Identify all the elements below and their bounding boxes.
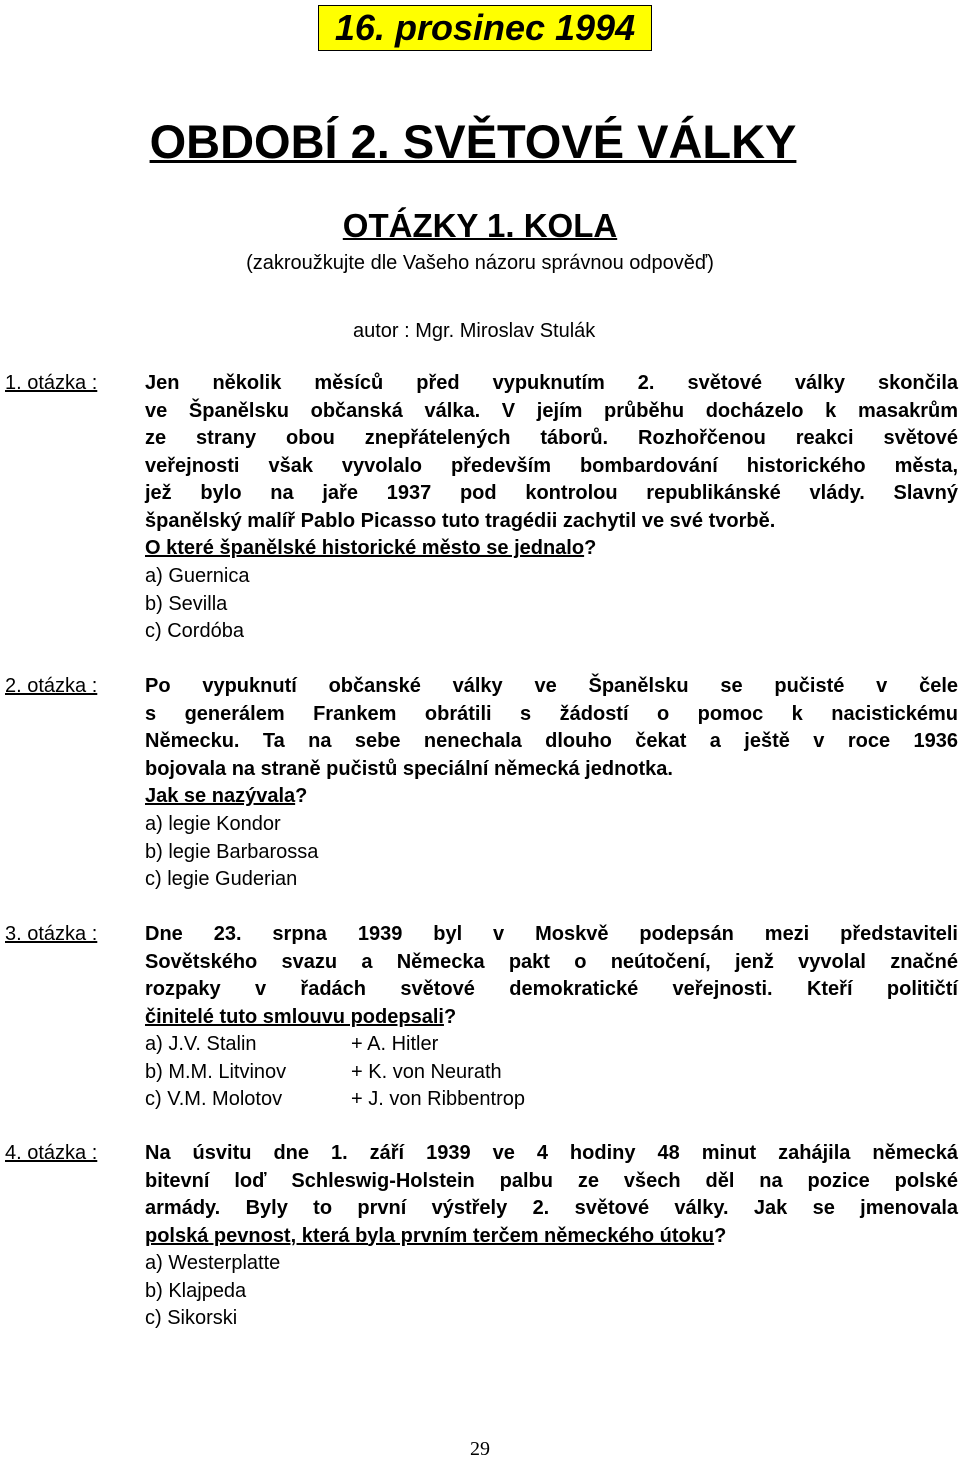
answer-option-b[interactable]: b) Sevilla [145,592,228,615]
author-line: autor : Mgr. Miroslav Stulák [353,320,596,342]
page-title: OBDOBÍ 2. SVĚTOVÉ VÁLKY [149,115,797,168]
answer-option-b[interactable]: b) Klajpeda [145,1279,247,1302]
question-line: ve Španělsku občanská válka. V jejím průběhu docházelo k masakrům [145,399,958,422]
answer-pair-a[interactable]: + A. Hitler [351,1033,439,1055]
question-prompt [145,535,958,563]
question-text [145,673,958,811]
question-mark: ? [584,537,597,559]
answer-option-c[interactable]: c) Sikorski [145,1307,238,1329]
instructions: (zakroužkujte dle Vašeho názoru správnou odpověď) [246,252,714,274]
question-line: Jen několik měsíců před vypuknutím 2. světové války skončila [145,372,958,394]
answer-row [145,1031,525,1059]
question-prompt-text: činitelé tuto smlouvu podepsali [145,1005,444,1028]
answer-options [145,1031,525,1114]
question-label: 4. otázka : [5,1142,98,1164]
question-line: Sovětského svazu a Německa pakt o neútočení, jenž vyvolal značné [145,950,958,973]
question-line: Německu. Ta na sebe nenechala dlouho čekat a ještě v roce 1936 [145,730,958,752]
question-prompt [145,1004,958,1032]
question-prompt-text: Jak se nazývala [145,785,296,807]
question-line: jež bylo na jaře 1937 pod kontrolou republikánské vlády. Slavný [145,482,958,504]
answer-pair-c[interactable]: + J. von Ribbentrop [351,1088,525,1110]
question-text [145,370,958,563]
date-banner: 16. prosinec 1994 [318,5,652,51]
answer-options [145,1250,280,1333]
answer-row [145,1059,525,1087]
question-mark: ? [443,1005,457,1028]
answer-options [145,811,318,894]
page-number: 29 [470,1438,490,1460]
question-line: armády. Byly to první výstřely 2. světové války. Jak se jmenovala [145,1197,958,1219]
answer-option-c[interactable]: c) V.M. Molotov [145,1088,283,1110]
question-line: s generálem Frankem obrátili s žádostí o pomoc k nacistickému [145,702,958,725]
round-heading: OTÁZKY 1. KOLA [342,207,618,244]
question-prompt [145,783,958,811]
question-line: Dne 23. srpna 1939 byl v Moskvě podepsán mezi představiteli [145,923,958,945]
question-line: veřejnosti však vyvolalo především bombardování historického města, [145,454,958,477]
question-text [145,1140,958,1250]
answer-option-b[interactable]: b) M.M. Litvinov [145,1060,287,1083]
question-prompt-text: O které španělské historické město se jednalo [145,537,585,559]
answer-row [145,1086,525,1114]
question-line: bitevní loď Schleswig-Holstein palbu ze všech děl na pozice polské [145,1169,958,1192]
question-prompt [145,1223,958,1251]
question-line: rozpaky v řadách světové demokratické veřejnosti. Kteří političtí [145,978,958,1000]
question-mark: ? [295,785,308,807]
answer-option-b[interactable]: b) legie Barbarossa [145,840,319,863]
question-line: španělský malíř Pablo Picasso tuto tragédii zachytil ve své tvorbě. [145,509,776,532]
question-line: Na úsvitu dne 1. září 1939 ve 4 hodiny 48 minut zahájila německá [145,1142,958,1164]
question-line: bojovala na straně pučistů speciální německá jednotka. [145,757,673,780]
answer-option-a[interactable]: a) Westerplatte [145,1252,281,1274]
answer-options [145,563,250,646]
answer-option-c[interactable]: c) legie Guderian [145,868,298,890]
question-line: ze strany obou znepřátelených táborů. Rozhořčenou reakci světové [145,427,958,449]
question-line: Po vypuknutí občanské války ve Španělsku se pučisté v čele [145,675,958,697]
answer-option-c[interactable]: c) Cordóba [145,620,244,642]
answer-option-a[interactable]: a) legie Kondor [145,813,281,835]
question-label: 1. otázka : [5,372,98,394]
question-label: 3. otázka : [5,923,98,945]
answer-option-a[interactable]: a) J.V. Stalin [145,1033,257,1055]
question-prompt-text: polská pevnost, která byla prvním terčem německého útoku [145,1224,715,1247]
question-text [145,921,958,1031]
question-label: 2. otázka : [5,675,98,697]
question-mark: ? [714,1224,727,1247]
answer-option-a[interactable]: a) Guernica [145,565,250,587]
answer-pair-b[interactable]: + K. von Neurath [351,1060,502,1083]
